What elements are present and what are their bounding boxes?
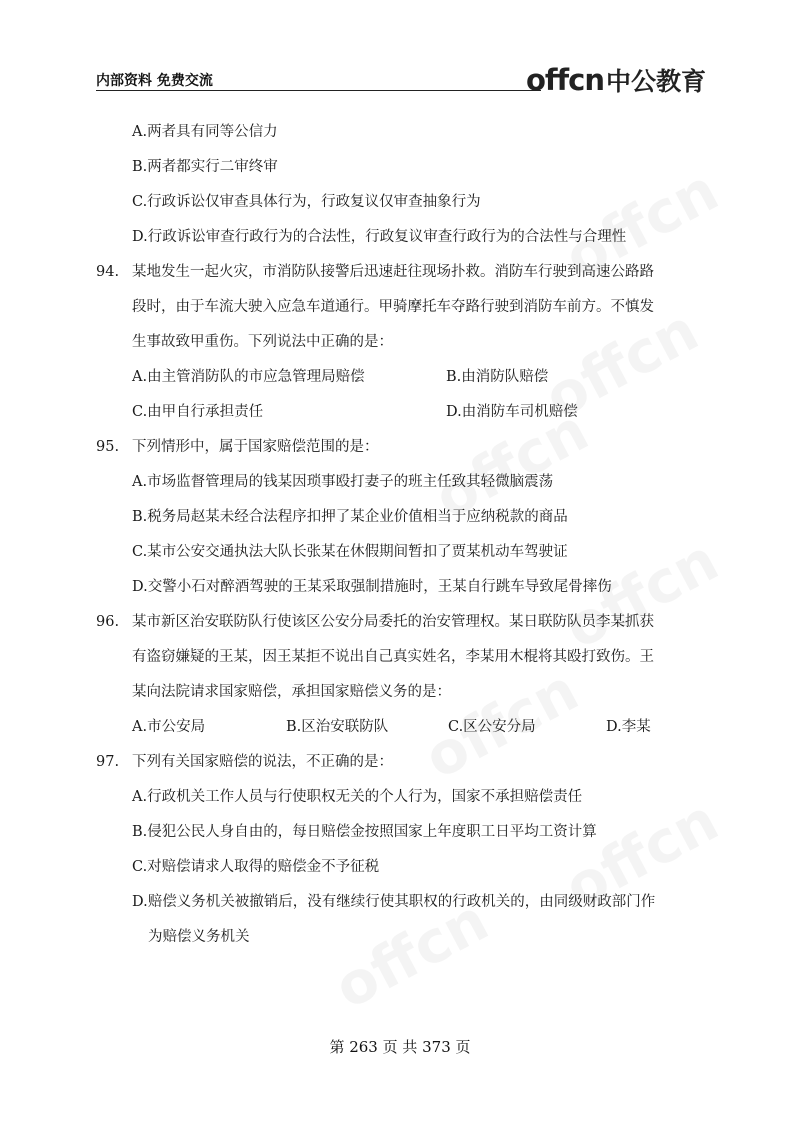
header-rule [96,90,541,91]
q94-options-row [96,360,706,395]
q96-option-a: A.市公安局 [132,719,206,735]
question-number: 96. [96,614,120,630]
q93-option-b: B.两者都实行二审终审 [132,159,278,175]
offcn-logo [526,62,706,98]
q96-options-row [96,710,706,745]
q97-option-b: B.侵犯公民人身自由的，每日赔偿金按照国家上年度职工日平均工资计算 [132,824,597,840]
q96-stem-text: 某市新区治安联防队行使该区公安分局委托的治安管理权。某日联防队员李某抓获 [132,614,654,630]
q94-stem-text: 某地发生一起火灾，市消防队接警后迅速赶往现场扑救。消防车行驶到高速公路路 [132,264,654,280]
q97-option-c: C.对赔偿请求人取得的赔偿金不予征税 [132,859,380,875]
q94-option-a: A.由主管消防队的市应急管理局赔偿 [132,369,365,385]
q93-option-c: C.行政诉讼仅审查具体行为，行政复议仅审查抽象行为 [132,194,481,210]
question-number: 97. [96,754,120,770]
q97-stem-text: 下列有关国家赔偿的说法，不正确的是： [132,754,393,770]
q95-option-c: C.某市公安交通执法大队长张某在休假期间暂扣了贾某机动车驾驶证 [132,544,568,560]
q95-stem-line [96,430,706,465]
header-label: 内部资料 免费交流 [96,73,213,89]
q96-stem-line [96,605,706,640]
logo-text-en: offcn [525,63,604,97]
logo-text-cn: 中公教育 [605,67,706,96]
q93-option-a: A.两者具有同等公信力 [132,124,278,140]
page-header [96,62,706,96]
q94-stem-line [96,255,706,290]
page-content [96,115,706,955]
q95-stem-text: 下列情形中，属于国家赔偿范围的是： [132,439,379,455]
question-number: 95. [96,439,120,455]
q97-option-d-continuation: 为赔偿义务机关 [148,929,250,945]
q94-stem-line: 段时，由于车流大驶入应急车道通行。甲骑摩托车夺路行驶到消防车前方。不慎发 [132,299,654,315]
q94-stem-line: 生事故致甲重伤。下列说法中正确的是： [132,334,393,350]
q95-option-b: B.税务局赵某未经合法程序扣押了某企业价值相当于应纳税款的商品 [132,509,568,525]
q97-option-d: D.赔偿义务机关被撤销后，没有继续行使其职权的行政机关的，由同级财政部门作 [132,894,656,910]
q96-stem-line: 某向法院请求国家赔偿，承担国家赔偿义务的是： [132,684,451,700]
q94-options-row [96,395,706,430]
q96-option-d: D.李某 [606,719,651,735]
q96-option-b: B.区治安联防队 [286,719,389,735]
q94-option-d: D.由消防车司机赔偿 [446,404,578,420]
q94-option-b: B.由消防队赔偿 [446,369,549,385]
q95-option-d: D.交警小石对醉酒驾驶的王某采取强制措施时，王某自行跳车导致尾骨摔伤 [132,579,612,595]
q97-stem-line [96,745,706,780]
q95-option-a: A.市场监督管理局的钱某因琐事殴打妻子的班主任致其轻微脑震荡 [132,474,554,490]
q97-option-a: A.行政机关工作人员与行使职权无关的个人行为，国家不承担赔偿责任 [132,789,583,805]
q94-option-c: C.由甲自行承担责任 [132,404,264,420]
q96-stem-line: 有盗窃嫌疑的王某，因王某拒不说出自己真实姓名，李某用木棍将其殴打致伤。王 [132,649,654,665]
page-footer: 第 263 页 共 373 页 [329,1038,471,1056]
question-number: 94. [96,264,120,280]
q93-option-d: D.行政诉讼审查行政行为的合法性，行政复议审查行政行为的合法性与合理性 [132,229,627,245]
q96-option-c: C.区公安分局 [448,719,536,735]
